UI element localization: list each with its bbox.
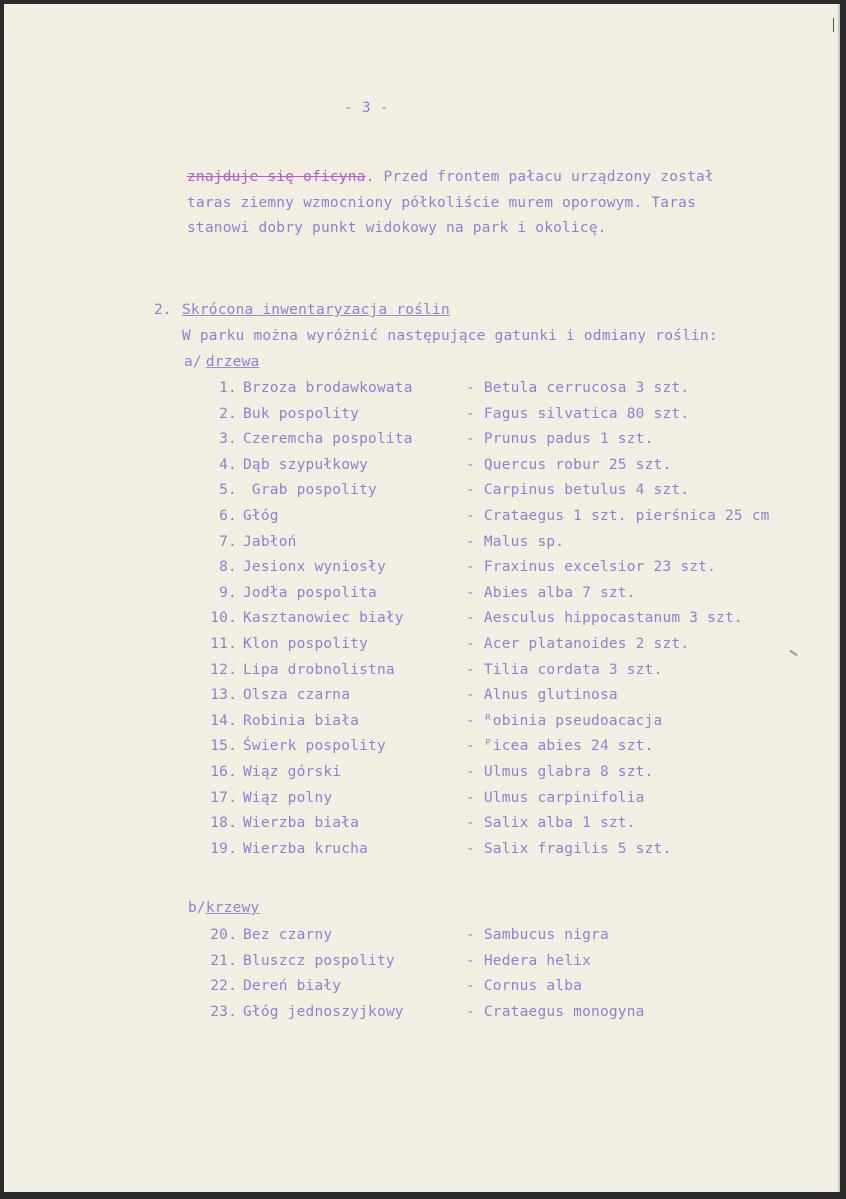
common-name: Lipa drobnolistna <box>243 661 395 678</box>
item-number: 19. <box>210 840 237 857</box>
latin-name: - Fraxinus excelsior 23 szt. <box>466 559 717 576</box>
item-number: 5. <box>219 482 237 499</box>
item-number: 1. <box>219 380 237 396</box>
item-number: 8. <box>219 559 237 576</box>
item-number: 13. <box>210 687 237 704</box>
trees-list-item <box>4 559 838 579</box>
shrubs-heading-label: krzewy <box>205 900 260 916</box>
latin-name: - Aesculus hippocastanum 3 szt. <box>466 610 743 627</box>
item-number: 23. <box>210 1003 237 1020</box>
trees-heading <box>184 354 259 370</box>
trees-list-item <box>4 636 838 656</box>
latin-name: - Crataegus 1 szt. pierśnica 25 cm <box>466 508 770 524</box>
trees-list-item <box>4 508 838 528</box>
item-number: 14. <box>210 712 237 729</box>
shrubs-list-item <box>4 978 838 998</box>
common-name: Głóg <box>243 508 279 524</box>
latin-name: - ᴾicea abies 24 szt. <box>466 738 654 755</box>
trees-list-item <box>4 406 838 426</box>
latin-name: - Fagus silvatica 80 szt. <box>466 405 690 422</box>
section-intro: W parku można wyróżnić następujące gatunki i odmiany roślin: <box>182 328 718 344</box>
intro-line-1 <box>187 169 714 185</box>
intro-line-3: stanowi dobry punkt widokowy na park i okolicę. <box>187 220 607 236</box>
item-number: 2. <box>219 405 237 422</box>
latin-name: - Salix fragilis 5 szt. <box>466 840 672 857</box>
common-name: Bluszcz pospolity <box>243 952 395 969</box>
common-name: Wierzba krucha <box>243 840 369 857</box>
item-number: 11. <box>210 636 237 652</box>
section-number: 2. <box>154 302 172 318</box>
shrubs-heading <box>188 900 259 916</box>
intro-line-1-rest: . Przed frontem pałacu urządzony został <box>365 169 714 185</box>
trees-list-item <box>4 585 838 605</box>
trees-list-item <box>4 738 838 758</box>
struck-text: znajduje się oficyna <box>187 169 366 185</box>
trees-list-item <box>4 534 838 554</box>
latin-name: - Ulmus carpinifolia <box>466 789 645 806</box>
section-title: Skrócona inwentaryzacja roślin <box>182 302 450 318</box>
latin-name: - Abies alba 7 szt. <box>466 584 636 601</box>
common-name: Brzoza brodawkowata <box>243 380 413 396</box>
page-number: - 3 - <box>344 100 389 116</box>
common-name: Bez czarny <box>243 927 333 943</box>
common-name: Jesionx wyniosły <box>243 559 386 576</box>
common-name: Olsza czarna <box>243 687 351 704</box>
trees-list-item <box>4 713 838 733</box>
latin-name: - Alnus glutinosa <box>466 687 618 704</box>
latin-name: - ᴿobinia pseudoacacja <box>466 712 663 729</box>
intro-line-2: taras ziemny wzmocniony półkoliście murem oporowym. Taras <box>187 195 696 211</box>
common-name: Robinia biała <box>243 712 360 729</box>
item-number: 22. <box>210 978 237 994</box>
latin-name: - Quercus robur 25 szt. <box>466 456 672 473</box>
trees-list-item <box>4 482 838 502</box>
trees-list-item <box>4 764 838 784</box>
latin-name: - Prunus padus 1 szt. <box>466 431 654 448</box>
latin-name: - Crataegus monogyna <box>466 1003 645 1020</box>
latin-name: - Tilia cordata 3 szt. <box>466 661 663 678</box>
common-name: Głóg jednoszyjkowy <box>243 1003 404 1020</box>
trees-list-item <box>4 815 838 835</box>
latin-name: - Sambucus nigra <box>466 927 609 943</box>
trees-list-item <box>4 687 838 707</box>
trees-heading-label: drzewa <box>205 354 260 370</box>
latin-name: - Hedera helix <box>466 952 592 969</box>
shrubs-heading-prefix: b/ <box>188 900 206 916</box>
item-number: 16. <box>210 764 237 780</box>
item-number: 21. <box>210 952 237 969</box>
common-name: Dąb szypułkowy <box>243 456 369 473</box>
trees-list-item <box>4 431 838 451</box>
shrubs-list-item <box>4 953 838 973</box>
common-name: Wiąz górski <box>243 764 342 780</box>
common-name: Czeremcha pospolita <box>243 431 413 448</box>
common-name: Świerk pospolity <box>243 738 386 755</box>
latin-name: - Ulmus glabra 8 szt. <box>466 764 654 780</box>
trees-list-item <box>4 610 838 630</box>
common-name: Buk pospolity <box>243 405 360 422</box>
edge-mark <box>833 18 834 32</box>
common-name: Grab pospolity <box>243 482 377 499</box>
common-name: Jabłoń <box>243 533 297 550</box>
trees-list-item <box>4 790 838 810</box>
common-name: Jodła pospolita <box>243 584 377 601</box>
trees-list-item <box>4 841 838 861</box>
trees-list-item <box>4 457 838 477</box>
latin-name: - Malus sp. <box>466 533 565 550</box>
item-number: 9. <box>219 584 237 601</box>
item-number: 3. <box>219 431 237 448</box>
common-name: Dereń biały <box>243 978 342 994</box>
common-name: Wierzba biała <box>243 815 360 832</box>
common-name: Kasztanowiec biały <box>243 610 404 627</box>
common-name: Wiąz polny <box>243 789 333 806</box>
shrubs-list-item <box>4 927 838 947</box>
latin-name: - Salix alba 1 szt. <box>466 815 636 832</box>
item-number: 4. <box>219 456 237 473</box>
item-number: 17. <box>210 789 237 806</box>
item-number: 6. <box>219 508 237 524</box>
item-number: 7. <box>219 533 237 550</box>
trees-list-item <box>4 662 838 682</box>
latin-name: - Cornus alba <box>466 978 583 994</box>
item-number: 12. <box>210 661 237 678</box>
item-number: 10. <box>210 610 237 627</box>
trees-heading-prefix: a/ <box>184 354 202 370</box>
item-number: 18. <box>210 815 237 832</box>
document-page <box>4 4 840 1192</box>
shrubs-list-item <box>4 1004 838 1024</box>
latin-name: - Carpinus betulus 4 szt. <box>466 482 690 499</box>
item-number: 20. <box>210 927 237 943</box>
trees-list-item <box>4 380 838 400</box>
latin-name: - Betula cerrucosa 3 szt. <box>466 380 690 396</box>
item-number: 15. <box>210 738 237 755</box>
common-name: Klon pospolity <box>243 636 369 652</box>
latin-name: - Acer platanoides 2 szt. <box>466 636 690 652</box>
